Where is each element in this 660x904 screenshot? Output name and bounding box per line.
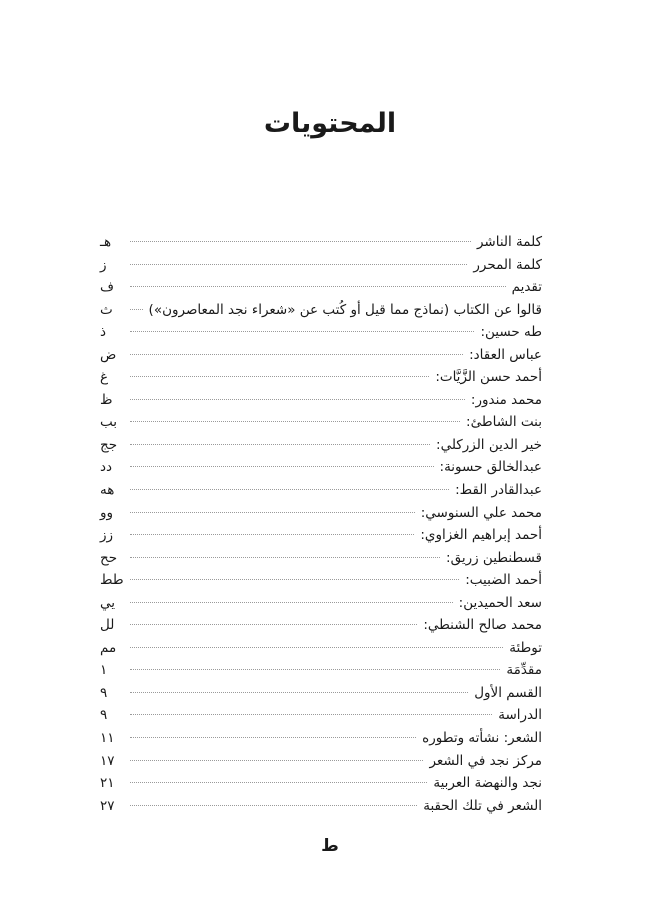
- toc-entry: [100, 795, 542, 818]
- toc-entry: [100, 276, 542, 299]
- toc-entry-page: زز: [100, 527, 114, 544]
- toc-entry-page: ذ: [100, 324, 107, 341]
- toc-entry-page: دد: [100, 459, 113, 476]
- toc-entry-title: نجد والنهضة العربية: [433, 775, 542, 792]
- toc-entry-page: ١١: [100, 730, 115, 747]
- toc-entry: [100, 434, 542, 457]
- toc-entry-title: سعد الحميدين:: [458, 594, 542, 611]
- page-number: ط: [321, 836, 339, 856]
- toc-entry-title: خير الدين الزركلي:: [436, 436, 542, 453]
- toc-dot-leader: [130, 669, 500, 670]
- toc-dot-leader: [130, 309, 143, 310]
- toc-entry-page: هـ: [100, 234, 112, 250]
- toc-dot-leader: [130, 692, 468, 693]
- toc-entry: [100, 254, 542, 277]
- toc-entry-page: ز: [100, 256, 107, 273]
- toc-entry: [100, 727, 542, 750]
- toc-dot-leader: [130, 557, 440, 558]
- toc-entry-title: توطئة: [509, 639, 542, 656]
- toc-entry-title: قسطنطين زريق:: [446, 549, 542, 566]
- toc-dot-leader: [130, 331, 474, 332]
- toc-entry-page: ٩: [100, 707, 108, 724]
- toc-entry-page: حح: [100, 549, 118, 566]
- toc-dot-leader: [130, 376, 429, 377]
- toc-entry-page: يي: [100, 594, 116, 611]
- toc-entry: [100, 637, 542, 660]
- toc-entry-title: محمد صالح الشنطي:: [423, 617, 542, 634]
- toc-entry-title: كلمة المحرر: [473, 256, 542, 273]
- toc-dot-leader: [130, 647, 503, 648]
- toc-entry-page: ١: [100, 662, 108, 679]
- toc-entry-title: الدراسة: [498, 707, 542, 724]
- toc-entry: [100, 389, 542, 412]
- toc-dot-leader: [130, 624, 417, 625]
- toc-entry: [100, 411, 542, 434]
- toc-entry-title: عباس العقاد:: [469, 346, 542, 363]
- toc-entry: [100, 569, 542, 592]
- toc-entry-title: محمد مندور:: [470, 391, 542, 408]
- toc-dot-leader: [130, 466, 434, 467]
- toc-dot-leader: [130, 444, 430, 445]
- toc-entry-page: ٢٧: [100, 797, 115, 814]
- toc-entry-title: القسم الأول: [474, 684, 542, 701]
- toc-dot-leader: [130, 354, 463, 355]
- toc-dot-leader: [130, 421, 460, 422]
- toc-entry: [100, 479, 542, 502]
- toc-dot-leader: [130, 534, 414, 535]
- toc-entry-title: قالوا عن الكتاب (نماذج مما قيل أو كُتب عن «شعراء نجد المعاصرون»): [148, 301, 542, 318]
- toc-dot-leader: [130, 286, 506, 287]
- toc-entry-page: ١٧: [100, 752, 115, 769]
- toc-entry-page: مم: [100, 639, 117, 656]
- toc-entry: [100, 547, 542, 570]
- toc-dot-leader: [130, 782, 427, 783]
- toc-entry-page: جج: [100, 436, 118, 453]
- toc-entry-title: مركز نجد في الشعر: [429, 752, 542, 769]
- toc-entry-title: الشعر: نشأته وتطوره: [422, 730, 542, 747]
- toc-entry: [100, 704, 542, 727]
- toc-dot-leader: [130, 737, 416, 738]
- toc-entry: [100, 772, 542, 795]
- toc-entry: [100, 456, 542, 479]
- toc-dot-leader: [130, 512, 415, 513]
- toc-entry-page: غ: [100, 369, 109, 386]
- toc-dot-leader: [130, 241, 471, 242]
- toc-entry-title: عبدالقادر القط:: [455, 482, 542, 499]
- toc-dot-leader: [130, 579, 459, 580]
- toc-entry-title: أحمد حسن الزَّيَّات:: [435, 369, 542, 386]
- toc-entry-page: طط: [100, 572, 124, 589]
- toc-dot-leader: [130, 602, 453, 603]
- toc-entry-title: مقدِّمَة: [506, 662, 542, 679]
- toc-entry-page: وو: [100, 504, 114, 521]
- toc-entry: [100, 750, 542, 773]
- toc-entry-title: أحمد الضبيب:: [465, 572, 542, 589]
- toc-entry-page: ض: [100, 346, 117, 363]
- toc-entry: [100, 299, 542, 322]
- toc-entry-title: الشعر في تلك الحقبة: [423, 797, 542, 814]
- toc-entry: [100, 502, 542, 525]
- toc-entry: [100, 321, 542, 344]
- toc-dot-leader: [130, 399, 465, 400]
- toc-dot-leader: [130, 805, 417, 806]
- toc-entry: [100, 614, 542, 637]
- toc-entry-page: بب: [100, 414, 118, 431]
- toc-entry-page: ظ: [100, 391, 113, 408]
- toc-entry: [100, 524, 542, 547]
- toc-entry-title: كلمة الناشر: [476, 234, 542, 250]
- page-title: المحتويات: [263, 108, 397, 139]
- toc-entry-title: تقديم: [511, 279, 542, 296]
- toc-entry-title: محمد علي السنوسي:: [420, 504, 542, 521]
- toc-entry-title: عبدالخالق حسونة:: [439, 459, 542, 476]
- toc-entry: [100, 659, 542, 682]
- toc-entry-page: هه: [100, 482, 115, 499]
- toc-entry-page: ٢١: [100, 775, 115, 792]
- toc-entry-page: ٩: [100, 684, 108, 701]
- toc-dot-leader: [130, 489, 449, 490]
- toc-entry: [100, 231, 542, 254]
- toc-entry: [100, 344, 542, 367]
- toc-entry-title: أحمد إبراهيم الغزاوي:: [420, 527, 542, 544]
- table-of-contents: [100, 231, 542, 817]
- toc-dot-leader: [130, 264, 467, 265]
- toc-entry-title: بنت الشاطئ:: [466, 414, 542, 431]
- toc-entry-page: ف: [100, 279, 114, 296]
- toc-entry-page: لل: [100, 617, 115, 634]
- toc-entry: [100, 592, 542, 615]
- toc-dot-leader: [130, 714, 492, 715]
- toc-entry-title: طه حسين:: [480, 324, 542, 341]
- toc-dot-leader: [130, 760, 423, 761]
- toc-entry: [100, 682, 542, 705]
- toc-entry: [100, 366, 542, 389]
- toc-entry-page: ث: [100, 301, 113, 318]
